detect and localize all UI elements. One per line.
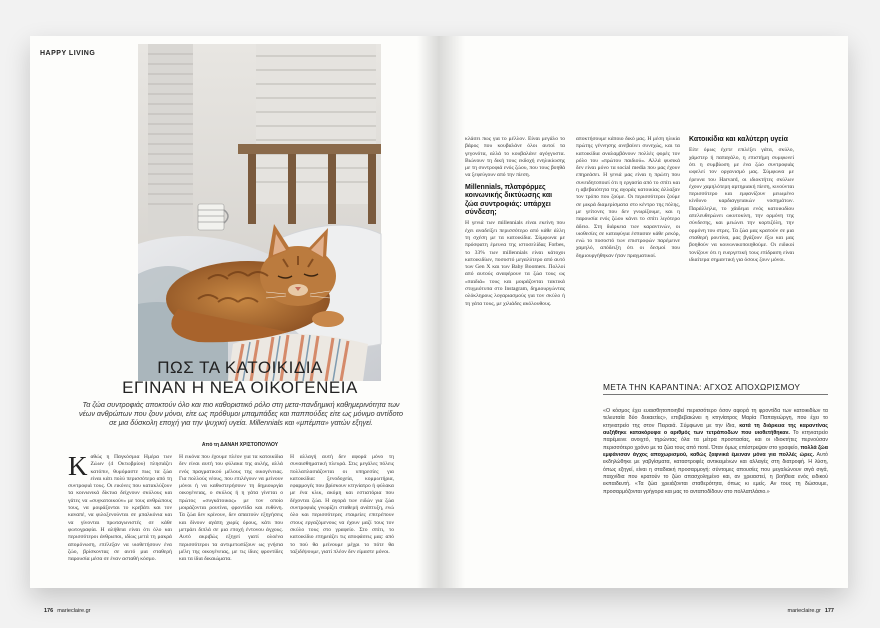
right-column-2: αποκτήσουμε κάποιο δικό μας. Η μέση ηλικία πρώτης γέννησης ανεβαίνει συνεχώς, και τα κατοικίδια αναλαμβάνουν πολλές φορές τον ρόλο του «πρώτου παιδιού». Αλλά φυσικά δεν είναι μόνο τα social media που μας έχουν επηρεάσει. Η γενιά μας είναι η πρώτη που συνειδητοποιεί ότι η εργασία από το σπίτι και η αβεβαιότητα της αγοράς κατοικίας άλλαξαν τον τρόπο που ζούμε. Οι περισσότεροι ζούμε σε μικρά διαμερίσματα στο κέντρο της πόλης, με γείτονες που δεν γνωρίζουμε, και η παρουσία ενός ζώου κάνει το σπίτι λιγότερο άδειο. Στη διάρκεια των καραντινών, οι υιοθεσίες σε καταφύγια έσπασαν κάθε ρεκόρ, ενώ το ποσοστό των επιστροφών παρέμεινε χαμηλό, απόδειξη ότι οι δεσμοί που δημιουργήθηκαν ήταν πραγματικοί.: [576, 136, 680, 259]
byline: Από τη ΔΑΝΑΗ ΧΡΙΣΤΟΠΟΥΛΟΥ: [201, 442, 279, 448]
right-column-3: [689, 136, 794, 372]
sidebar-box-rule: [603, 394, 828, 395]
body-text: Είτε όμως έχετε επιλέξει γάτα, σκύλο, χάμστερ ή παπαγάλο, η επιστήμη συμφωνεί ότι η συμβίωση με ένα ζώο συντροφιάς ωφελεί τον οργανισμό μας. Σύμφωνα με έρευνα του Harvard, οι ιδιοκτήτες σκύλων έχουν χαμηλότερη αρτηριακή πίεση, κινούνται περισσότερο και εμφανίζουν μειωμένο κίνδυνο καρδιαγγειακών νοσημάτων. Παράλληλα, το χάιδεμα ενός κατοικιδίου απελευθερώνει ωκυτοκίνη, την ορμόνη της σύνδεσης, και μειώνει την κορτιζόλη, την ορμόνη του στρες. Τα ζώα μας κρατούν σε μια σταθερή ρουτίνα, μας βγάζουν έξω και μας βοηθούν να κοινωνικοποιηθούμε. Οι ειδικοί τονίζουν ότι η ευεργετική τους επίδραση είναι ιδιαίτερα σημαντική για όσους ζουν μόνοι.: [689, 147, 794, 263]
body-text: Η γενιά των millennials είναι εκείνη που έχει αναδείξει περισσότερο από κάθε άλλη τη σχέση με τα κατοικίδια. Σύμφωνα με πρόσφατη έρευνα της ιστοσελίδας Forbes, το 33% των millennials είναι κάτοχοι κατοικιδίων, ποσοστό μεγαλύτερο από αυτό των Gen X και των Baby Boomers. Πολλοί από αυτούς αναφέρουν τα ζώα τους ως «παιδιά» τους και μοιράζονται τακτικά στιγμιότυπα στο Instagram, δημιουργώντας ολόκληρους λογαριασμούς για τον σκύλο ή τη γάτα τους, με χιλιάδες ακόλουθους.: [465, 220, 565, 307]
right-page: [439, 36, 848, 614]
cat-photo: [138, 44, 381, 381]
mug: [198, 204, 228, 230]
sidebar-box-text: «Ο κόσμος έχει ευαισθητοποιηθεί περισσότερο όσον αφορά τη φροντίδα των κατοικιδίων τα τελευταία δύο δεκαετίες», επιβεβαιώνει η κτηνίατρος Μαρία Παπαγεώργη, που έχει το κτηνιατρείο της στον Πειραιά. Σύμφωνα με την ίδια, κατά τη διάρκεια της καραντίνας αυξήθηκε κατακόρυφα ο αριθμός των τετράποδων που υιοθετήθηκαν. Το κτηνιατρείο παρέμεινε ανοιχτό, τηρώντας όλα τα μέτρα προστασίας, και οι ιδιοκτήτες περνούσαν περισσότερο χρόνο με τα ζώα τους από ποτέ. Όταν όμως επέστρεψαν στο γραφείο, πολλά ζώα εμφάνισαν άγχος αποχωρισμού, καθώς ξαφνικά έμειναν μόνα για πολλές ώρες. Αυτό εκδηλώθηκε με γαβγίσματα, καταστροφές αντικειμένων και αλλαγές στη διατροφή. Η λύση, όπως εξηγεί, είναι η σταδιακή προσαρμογή: σύντομες απουσίες που μεγαλώνουν σιγά σιγά, παιχνίδια που κρατούν το ζώο απασχολημένο και, αν χρειαστεί, η βοήθεια ενός ειδικού εκπαιδευτή. «Τα ζώα χρειάζονται σταθερότητα, όπως κι εμείς. Αν τους τη δώσουμε, προσαρμόζονται γρήγορα και μας το ανταποδίδουν στο πολλαπλάσιο.»: [603, 408, 828, 495]
right-column-1: [465, 136, 565, 372]
folio-left: [44, 608, 91, 614]
page-number: 176: [44, 608, 54, 614]
drop-cap: Κ: [68, 451, 88, 481]
section-label: HAPPY LIVING: [40, 50, 96, 57]
headline-line-2: ΕΓΙΝΑΝ Η ΝΕΑ ΟΙΚΟΓΕΝΕΙΑ: [122, 378, 358, 397]
left-page: [30, 36, 439, 614]
sidebar-box-title: ΜΕΤΑ ΤΗΝ ΚΑΡΑΝΤΙΝΑ: ΑΓΧΟΣ ΑΠΟΧΩΡΙΣΜΟΥ: [603, 382, 801, 392]
body-text: αθώς η Παγκόσμια Ημέρα των Ζώων (4 Οκτωβρίου) πλησιάζει κατόπιν, θυμόμαστε πως τα ζώα είναι κάτι πολύ περισσότερο από τη συντροφιά τους. Οι εικόνες που κατακλύζουν τα κοινωνικά δίκτυα δείχνουν σκύλους και γάτες να «συγκατοικούν» με τους ανθρώπους τους, να μοιράζονται το κρεβάτι και τον καναπέ, να φιλοξενούνται σε μπαλκόνια και να γίνονται πρωταγωνιστές σε κάθε φωτογραφία. Η αλήθεια είναι ότι όλο και περισσότεροι άνθρωποι, ιδίως μετά τη μακρά απομόνωση, επέλεξαν να υιοθετήσουν ένα ζώο, βρίσκοντας σε αυτό μια σταθερή παρουσία μέσα σε έναν ασταθή κόσμο.: [68, 454, 172, 563]
page-number: 177: [824, 608, 834, 614]
folio-site: marieclaire.gr: [787, 608, 821, 614]
cat-illustration: [138, 44, 381, 381]
body-column-1: [68, 451, 172, 600]
folio-right: [787, 608, 834, 614]
headline-line-1: ΠΩΣ ΤΑ ΚΑΤΟΙΚΙΔΙΑ: [157, 358, 323, 377]
subheading: Κατοικίδια και καλύτερη υγεία: [689, 136, 788, 143]
body-text: κλάσει πως για το μέλλον. Είναι μεγάλο το βάρος που κουβαλάνε όλοι αυτοί τα γεγονότα, αλλά το κουβαλάνε αγόγγυστα. Βιώνουν τη δική τους εκδοχή ενηλικίωσης με τη συντροφιά ενός ζώου, που τους βοηθά να ξεφεύγουν από την πίεση.: [465, 136, 565, 179]
body-column-2: Η εικόνα που έχουμε πλέον για τα κατοικίδια δεν είναι αυτή του φύλακα της αυλής, αλλά ενός πραγματικού μέλους της οικογένειας. Για πολλούς νέους, που επιλέγουν να μείνουν μόνοι ή να καθυστερήσουν τη δημιουργία οικογένειας, ο σκύλος ή η γάτα γίνεται ο πρώτος «συγκάτοικος» με τον οποίο μοιράζονται ρουτίνα, φροντίδα και ευθύνη. Τα ζώα δεν κρίνουν, δεν απαιτούν εξηγήσεις και δίνουν αγάπη χωρίς όρους, κάτι που μετράει διπλά σε μια εποχή έντονου άγχους. Αυτό ακριβώς εξηγεί γιατί ολοένα περισσότεροι τα αντιμετωπίζουν ως γνήσια μέλη της οικογένειας, με τις ίδιες φροντίδες και τα ίδια δικαιώματα.: [179, 454, 283, 563]
subheading: Millennials, πλατφόρμες κοινωνικής δικτύωσης και ζώα συντροφιάς: υπάρχει σύνδεση;: [465, 183, 553, 216]
folio-site: marieclaire.gr: [57, 608, 91, 614]
article-deck: Τα ζώα συντροφιάς αποκτούν όλο και πιο καθοριστικό ρόλο στη μετα-πανδημική καθημερινότητα των νέων ανθρώπων που ζουν μόνοι, είτε ως πρόθυμοι μπαμπάδες και παππούδες είτε ως μόνιμο αντίδοτο σε μια δύσκολη εποχή για την ψυχική υγεία. Millennials και «μπέμπα» γατών εξηγεί.: [78, 400, 404, 428]
body-column-3: Η αλλαγή αυτή δεν αφορά μόνο τη συναισθηματική πλευρά. Στις μεγάλες πόλεις πολλαπλασιάζονται οι υπηρεσίες για κατοικίδια: ξενοδοχεία, κομμωτήρια, εφαρμογές που βρίσκουν κτηνίατρο ή φύλακα με ένα κλικ, ακόμη και εστιατόρια που δέχονται ζώα. Η αγορά των ειδών για ζώα συντροφιάς γνωρίζει σταθερή ανάπτυξη, ενώ όλο και περισσότερες εταιρείες επιτρέπουν στους εργαζόμενους να έχουν μαζί τους τον σκύλο τους στο γραφείο. Στο σπίτι, το κατοικίδιο επηρεάζει τις αποφάσεις μας: από το πού θα μείνουμε μέχρι το πότε θα ταξιδέψουμε, γιατί πλέον δεν είμαστε μόνοι.: [290, 454, 394, 555]
